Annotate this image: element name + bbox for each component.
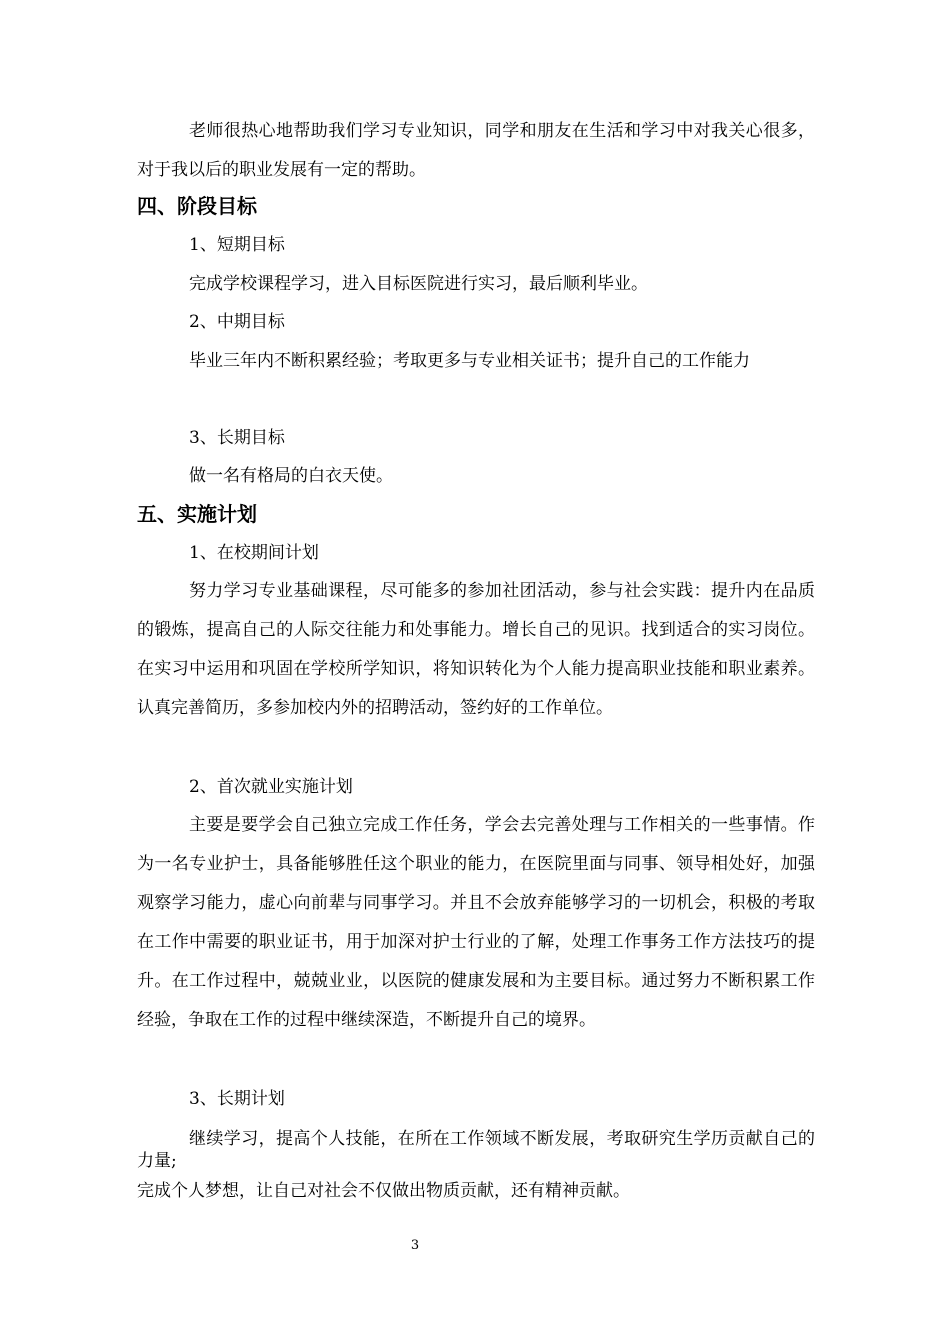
intro-paragraph: 老师很热心地帮助我们学习专业知识，同学和朋友在生活和学习中对我关心很多，对于我以后的职业发展有一定的帮助。 [137,121,815,180]
first-job-plan-text: 主要是要学会自己独立完成工作任务，学会去完善处理与工作相关的一些事情。作为一名专业护士，具备能够胜任这个职业的能力，在医院里面与同事、领导相处好，加强观察学习能力，虚心向前辈与同事学习。并且不会放弃能够学习的一切机会，积极的考取在工作中需要的职业证书，用于加深对护士行业的了解，处理工作事务工作方法技巧的提升。在工作过程中，兢兢业业，以医院的健康发展和为主要目标。通过努力不断积累工作经验，争取在工作的过程中继续深造，不断提升自己的境界。 [137,815,815,1030]
long-term-goal-text: 做一名有格局的白衣天使。 [189,466,393,486]
long-plan-title: 3、长期计划 [189,1089,285,1109]
page-number: 3 [410,1238,420,1253]
mid-term-goal-text: 毕业三年内不断积累经验；考取更多与专业相关证书；提升自己的工作能力 [189,351,750,371]
section-heading-stage-goals: 四、阶段目标 [137,194,257,218]
long-plan-text: 继续学习，提高个人技能，在所在工作领域不断发展，考取研究生学历贡献自己的力量; [137,1129,815,1171]
short-term-goal-text: 完成学校课程学习，进入目标医院进行实习，最后顺利毕业。 [189,274,648,294]
school-plan-text: 努力学习专业基础课程，尽可能多的参加社团活动，参与社会实践：提升内在品质的锻炼，提高自己的人际交往能力和处事能力。增长自己的见识。找到适合的实习岗位。在实习中运用和巩固在学校所学知识，将知识转化为个人能力提高职业技能和职业素养。认真完善简历，多参加校内外的招聘活动，签约好的工作单位。 [137,581,815,718]
short-term-goal-title: 1、短期目标 [189,235,285,255]
first-job-plan-title: 2、首次就业实施计划 [189,777,353,797]
section-heading-implementation-plan: 五、实施计划 [137,502,257,526]
long-term-goal-title: 3、长期目标 [189,428,285,448]
school-plan-title: 1、在校期间计划 [189,543,319,563]
dream-text: 完成个人梦想，让自己对社会不仅做出物质贡献，还有精神贡献。 [137,1181,630,1201]
mid-term-goal-title: 2、中期目标 [189,312,285,332]
